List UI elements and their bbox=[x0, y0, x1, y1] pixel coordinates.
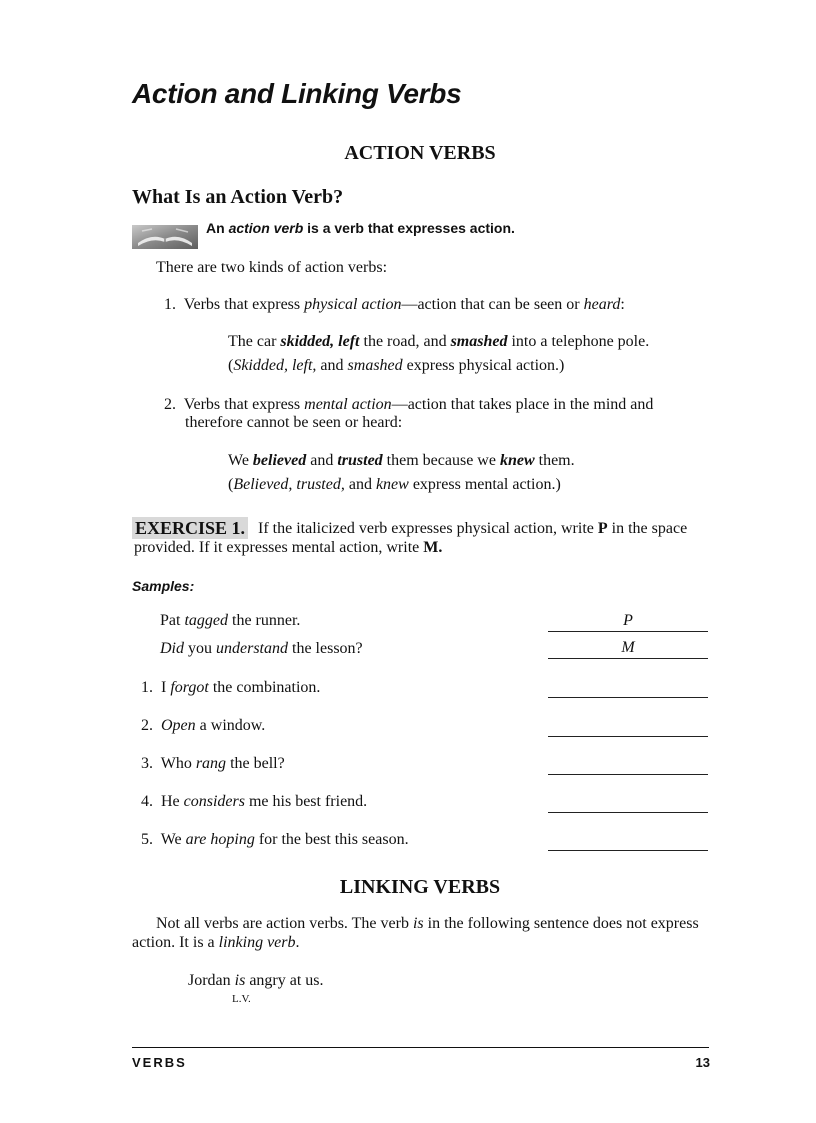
exercise-label: EXERCISE 1. bbox=[132, 517, 248, 539]
footer-rule bbox=[132, 1047, 709, 1048]
kind-2-note: (Believed, trusted, and knew express mental action.) bbox=[228, 476, 561, 493]
kind-2-example: We believed and trusted them because we knew them. bbox=[228, 452, 575, 469]
samples-label: Samples: bbox=[132, 578, 195, 594]
sample-2-answer: M bbox=[548, 638, 708, 659]
kind-2: 2. Verbs that express mental action—action that takes place in the mind and bbox=[164, 396, 654, 413]
rule-statement: An action verb is a verb that expresses action. bbox=[206, 220, 515, 236]
exercise-item-1: 1. I forgot the combination. bbox=[141, 679, 321, 696]
chapter-title: Action and Linking Verbs bbox=[132, 78, 462, 109]
sample-2: Did you understand the lesson? bbox=[160, 640, 363, 657]
sample-1-answer: P bbox=[548, 611, 708, 632]
subheading: What Is an Action Verb? bbox=[132, 186, 344, 208]
kind-1-example: The car skidded, left the road, and smashed into a telephone pole. bbox=[228, 333, 650, 350]
answer-blank-4[interactable] bbox=[548, 792, 708, 813]
answer-blank-5[interactable] bbox=[548, 830, 708, 851]
kind-2-line2: therefore cannot be seen or heard: bbox=[185, 414, 403, 431]
exercise-item-3: 3. Who rang the bell? bbox=[141, 755, 285, 772]
kind-1: 1. Verbs that express physical action—action that can be seen or heard: bbox=[164, 296, 625, 313]
page-number: 13 bbox=[695, 1055, 710, 1070]
intro-text: There are two kinds of action verbs: bbox=[156, 259, 388, 276]
exercise-item-5: 5. We are hoping for the best this season. bbox=[141, 831, 409, 848]
exercise-instructions-line2: provided. If it expresses mental action, write M. bbox=[134, 539, 443, 556]
kind-1-note: (Skidded, left, and smashed express physical action.) bbox=[228, 357, 565, 374]
exercise-item-4: 4. He considers me his best friend. bbox=[141, 793, 368, 810]
answer-blank-3[interactable] bbox=[548, 754, 708, 775]
footer-section: VERBS bbox=[132, 1055, 187, 1070]
answer-blank-2[interactable] bbox=[548, 716, 708, 737]
section-heading-linking-verbs: LINKING VERBS bbox=[339, 876, 501, 898]
exercise-item-2: 2. Open a window. bbox=[141, 717, 266, 734]
linking-paragraph-line1: Not all verbs are action verbs. The verb is in the following sentence does not express bbox=[156, 915, 699, 932]
book-icon bbox=[132, 225, 198, 249]
linking-example: Jordan is angry at us. bbox=[188, 972, 324, 989]
linking-verb-label: L.V. bbox=[232, 993, 251, 1005]
sample-1: Pat tagged the runner. bbox=[160, 612, 301, 629]
section-heading-action-verbs: ACTION VERBS bbox=[344, 142, 496, 164]
exercise-instructions-line1: If the italicized verb expresses physical action, write P in the space bbox=[258, 520, 688, 537]
answer-blank-1[interactable] bbox=[548, 677, 708, 698]
linking-paragraph-line2: action. It is a linking verb. bbox=[132, 934, 300, 951]
